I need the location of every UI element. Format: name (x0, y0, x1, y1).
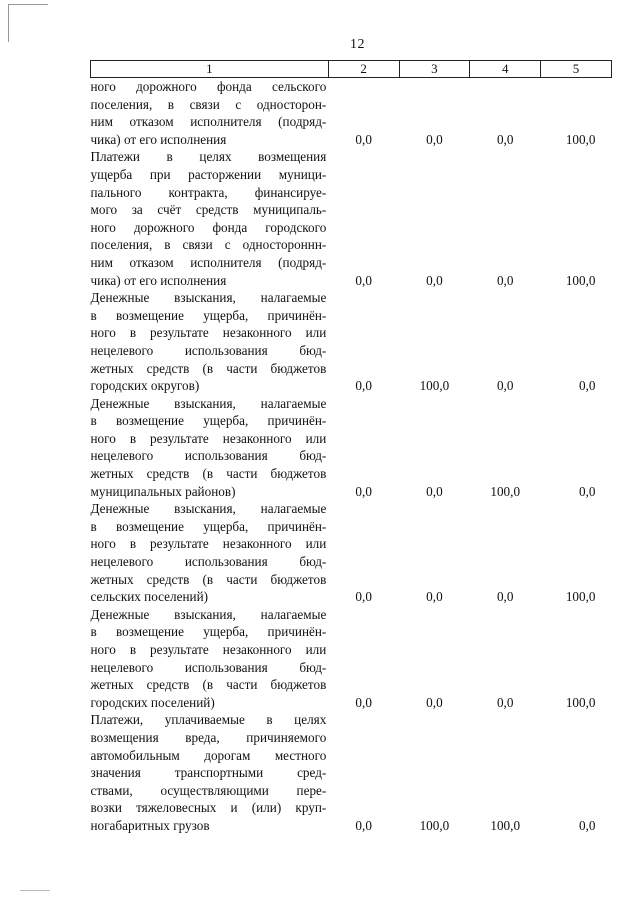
column-header: 5 (541, 61, 612, 78)
description-line: Денежные взыскания, налагаемые (90, 501, 327, 517)
value-cell-col5: 0,0 (579, 483, 596, 499)
value-cell-col2: 0,0 (355, 694, 372, 710)
description-line: поселения, в связи с одностороннн- (90, 237, 327, 253)
table-row (91, 78, 612, 149)
value-cell-col2: 0,0 (355, 131, 372, 147)
description-line: городских округов) (90, 378, 200, 394)
description-line: ного в результате незаконного или (90, 642, 327, 657)
description-line: чика) от его исполнения (90, 272, 227, 288)
value-cell-col4: 0,0 (496, 131, 514, 147)
column-header: 1 (91, 61, 329, 78)
value-cell-col4: 0,0 (496, 272, 514, 288)
value-cell-col2: 0,0 (355, 378, 372, 394)
value-cell-col4: 0,0 (496, 589, 514, 605)
value-cell-col2: 0,0 (355, 483, 372, 499)
value-cell-col4: 100,0 (490, 817, 521, 833)
value-cell-col3: 100,0 (419, 378, 450, 394)
row-description (91, 289, 329, 395)
description-line: нецелевого использования бюд- (90, 554, 327, 570)
table-header-row (91, 61, 612, 78)
table-row (91, 395, 612, 501)
description-line: жетных средств (в части бюджетов (90, 360, 327, 376)
description-line: возки тяжеловесных и (или) круп- (90, 800, 327, 816)
description-line: ногабаритных грузов (90, 817, 210, 833)
value-cell-col3: 100,0 (419, 817, 450, 833)
description-line: Денежные взыскания, налагаемые (90, 606, 327, 622)
row-description (91, 711, 329, 834)
description-line: Денежные взыскания, налагаемые (90, 395, 327, 411)
scan-edge-mark (20, 890, 50, 891)
value-cell-col3: 0,0 (426, 589, 443, 605)
table-row (91, 606, 612, 712)
description-line: жетных средств (в части бюджетов (90, 466, 327, 482)
table-row (91, 500, 612, 606)
description-line: муниципальных районов) (90, 483, 236, 499)
value-cell-col5: 100,0 (565, 694, 596, 710)
description-line: возмещения вреда, причиняемого (90, 729, 327, 745)
description-line: Денежные взыскания, налагаемые (90, 290, 327, 306)
value-cell-col4: 0,0 (496, 378, 514, 394)
description-line: Платежи в целях возмещения (90, 149, 327, 165)
value-cell-col2: 0,0 (355, 272, 372, 288)
description-line: жетных средств (в части бюджетов (90, 571, 327, 587)
value-cell-col5: 100,0 (565, 272, 596, 288)
value-cell-col3: 0,0 (426, 272, 443, 288)
description-line: сельских поселений) (90, 589, 209, 605)
row-description (91, 395, 329, 501)
description-line: жетных средств (в части бюджетов (90, 677, 327, 693)
row-description (91, 606, 329, 712)
description-line: Платежи, уплачиваемые в целях (90, 712, 327, 728)
row-description (91, 148, 329, 289)
description-line: автомобильным дорогам местного (90, 747, 327, 763)
row-description (91, 78, 329, 149)
description-line: ним отказом исполнителя (подряд- (90, 114, 327, 130)
description-line: мого за счёт средств муниципаль- (90, 202, 327, 218)
value-cell-col5: 100,0 (565, 131, 596, 147)
value-cell-col2: 0,0 (355, 817, 372, 833)
description-line: ствами, осуществляющими пере- (90, 782, 327, 798)
value-cell-col3: 0,0 (426, 131, 443, 147)
value-cell-col3: 0,0 (426, 694, 443, 710)
table-row (91, 289, 612, 395)
description-line: нецелевого использования бюд- (90, 342, 327, 358)
table-row (91, 711, 612, 834)
description-line: ного дорожного фонда сельского (90, 79, 327, 94)
description-line: в возмещение ущерба, причинён- (90, 413, 327, 429)
description-line: городских поселений) (90, 694, 215, 710)
description-line: нецелевого использования бюд- (90, 659, 327, 675)
data-table (90, 60, 612, 835)
description-line: чика) от его исполнения (90, 131, 227, 147)
page-number: 12 (350, 37, 365, 52)
table-body (91, 78, 612, 835)
description-line: ного дорожного фонда городского (90, 219, 327, 235)
column-header: 4 (470, 61, 541, 78)
description-line: пального контракта, финансируе- (90, 184, 327, 200)
column-header: 3 (399, 61, 470, 78)
description-line: ного в результате незаконного или (90, 325, 327, 341)
value-cell-col2: 0,0 (355, 589, 372, 605)
value-cell-col4: 0,0 (496, 694, 514, 710)
value-cell-col5: 0,0 (579, 378, 596, 394)
description-line: ущерба при расторжении муници- (90, 166, 327, 182)
value-cell-col5: 0,0 (579, 817, 596, 833)
value-cell-col5: 100,0 (565, 589, 596, 605)
description-line: в возмещение ущерба, причинён- (90, 518, 327, 534)
row-description (91, 500, 329, 606)
scan-corner-mark (8, 4, 48, 5)
description-line: в возмещение ущерба, причинён- (90, 624, 327, 640)
description-line: ного в результате незаконного или (90, 536, 327, 552)
description-line: значения транспортными сред- (90, 765, 327, 781)
description-line: нецелевого использования бюд- (90, 448, 327, 464)
description-line: поселения, в связи с односторон- (90, 96, 327, 112)
description-line: ним отказом исполнителя (подряд- (90, 254, 327, 270)
value-cell-col3: 0,0 (426, 483, 443, 499)
table-row (91, 148, 612, 289)
value-cell-col4: 100,0 (490, 483, 521, 499)
column-header: 2 (328, 61, 399, 78)
description-line: ного в результате незаконного или (90, 430, 327, 446)
description-line: в возмещение ущерба, причинён- (90, 307, 327, 323)
